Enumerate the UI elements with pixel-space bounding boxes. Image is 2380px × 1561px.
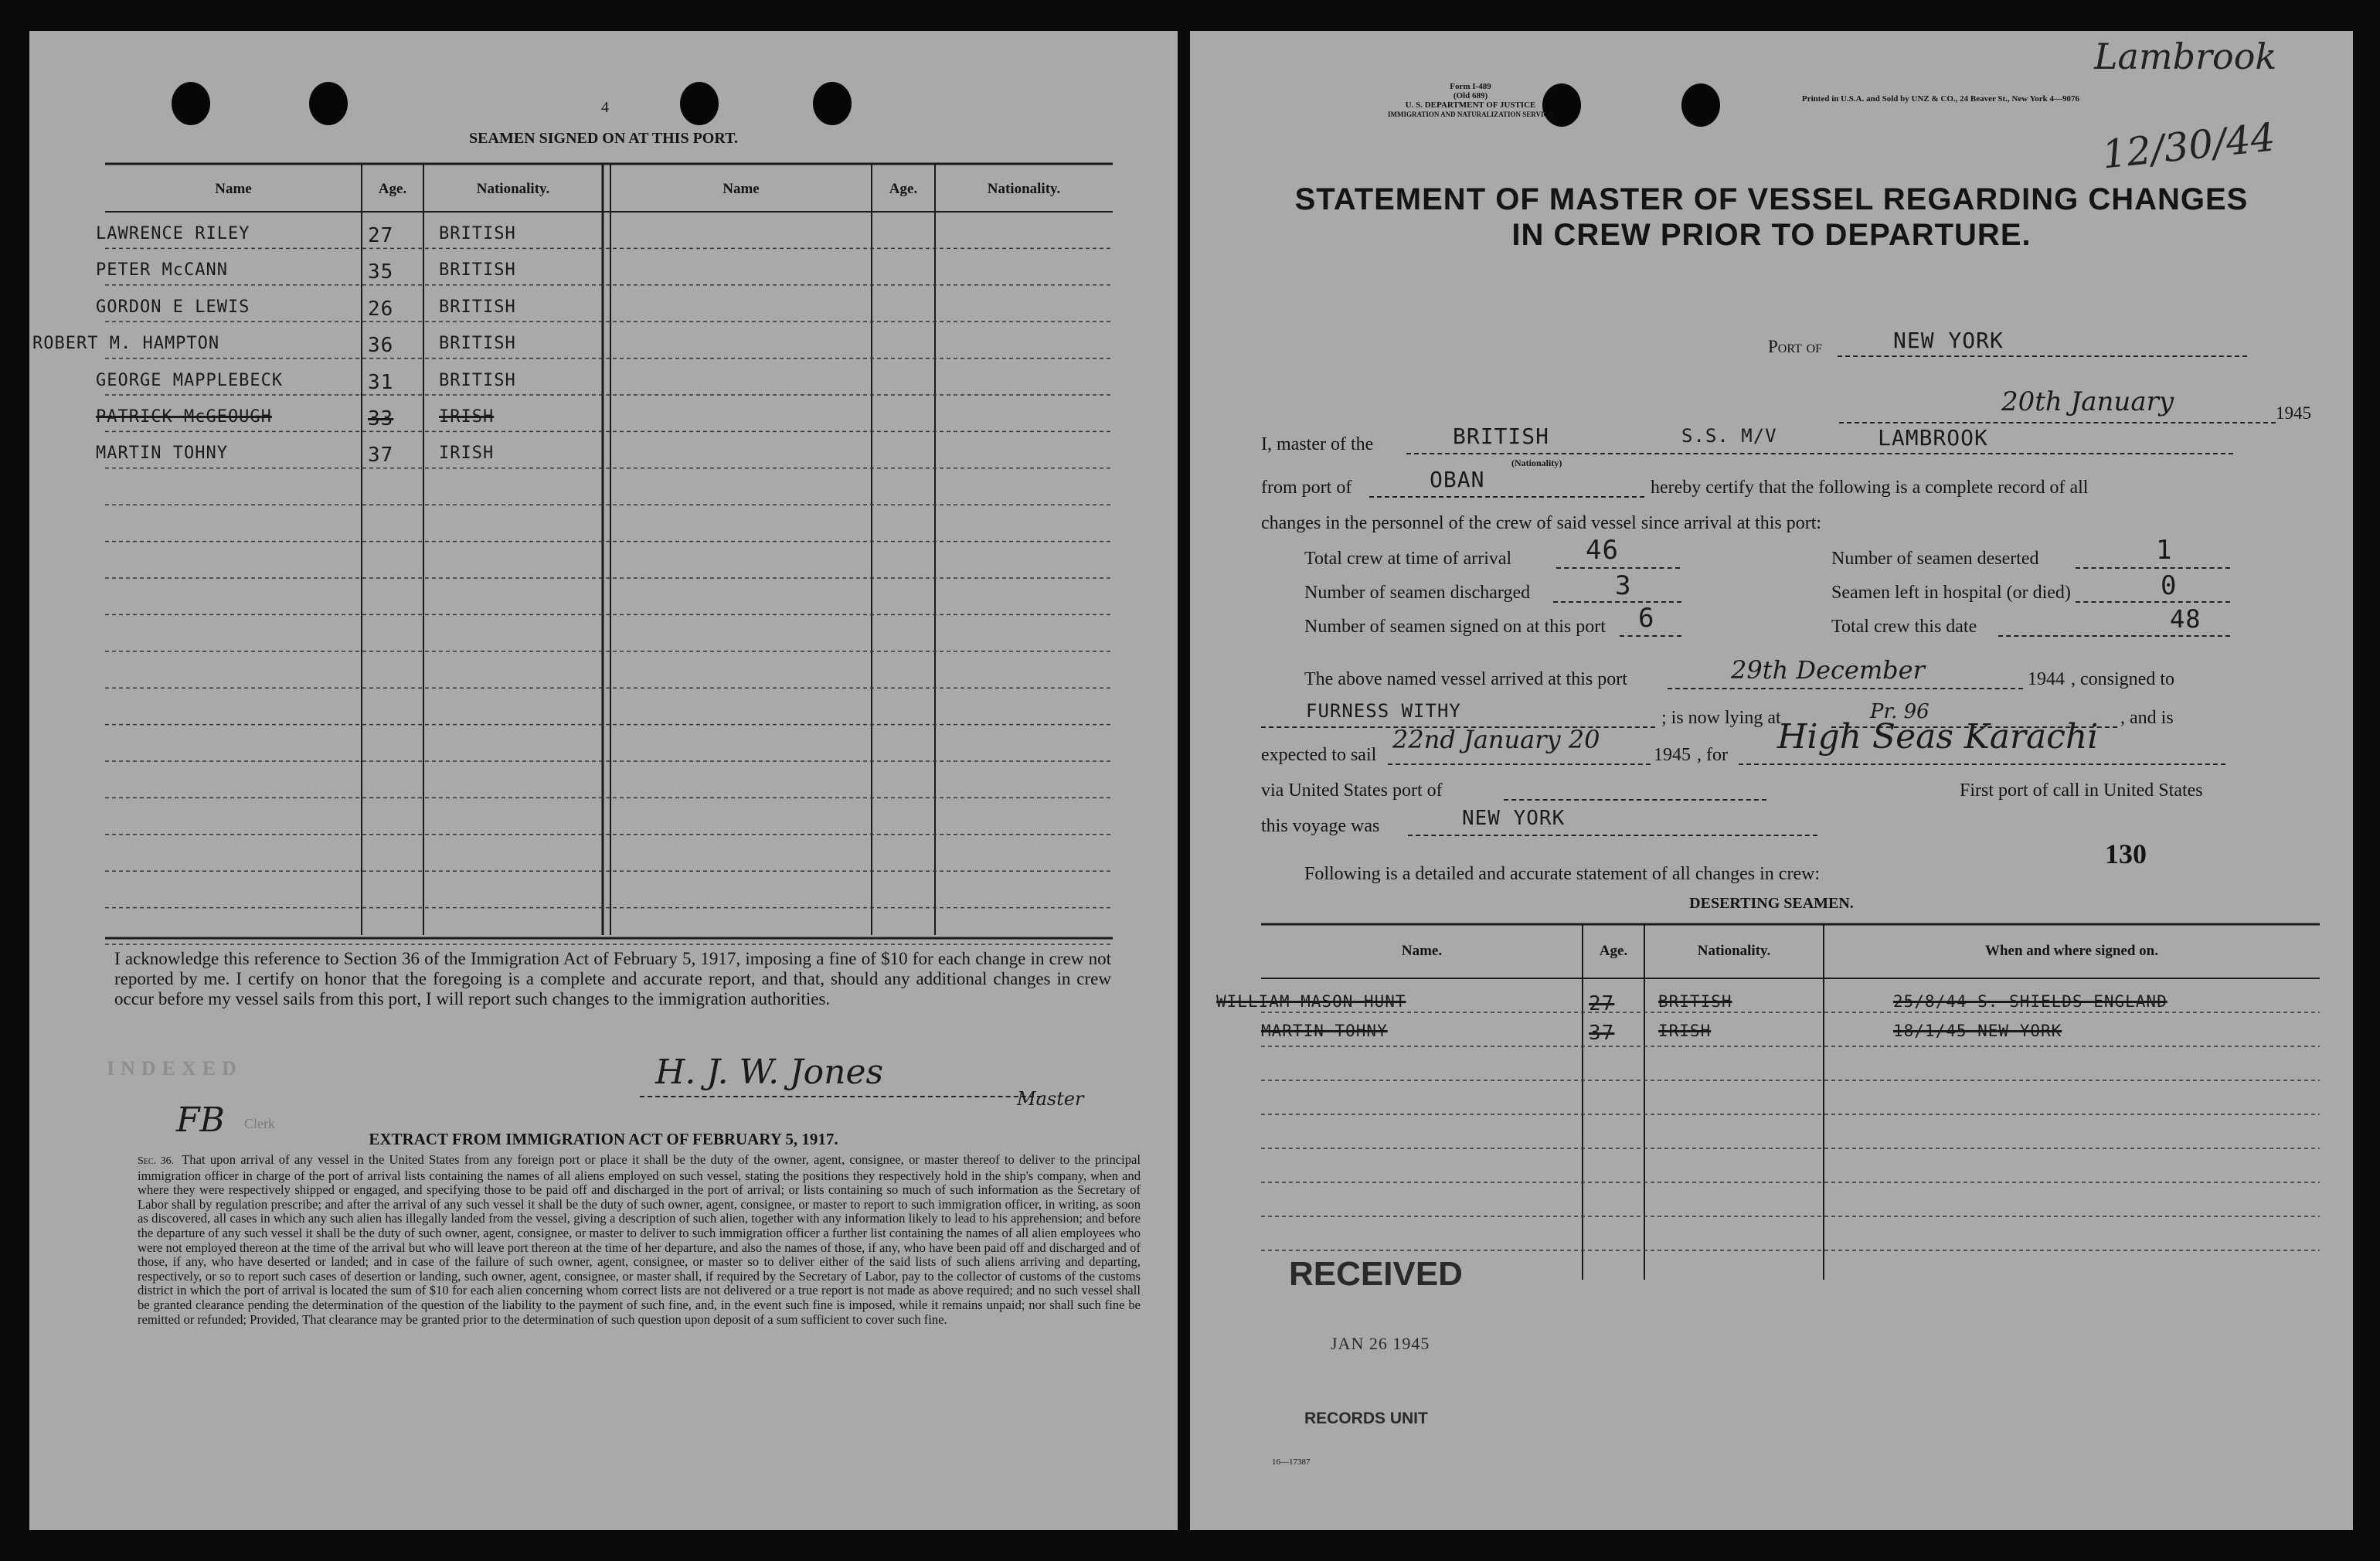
seaman-nationality: IRISH xyxy=(439,444,495,464)
seaman-name: ROBERT M. HAMPTON xyxy=(32,334,220,354)
received-stamp: RECEIVED xyxy=(1289,1255,1463,1293)
handwritten-ship-name: Lambrook xyxy=(2094,36,2277,77)
seaman-name: PATRICK McGEOUGH xyxy=(96,407,272,427)
deserter-name: MARTIN TOHNY xyxy=(1261,1022,1388,1040)
extract-body xyxy=(138,1153,1141,1327)
deserter-age: 27 xyxy=(1589,992,1615,1015)
signed-on-value: 6 xyxy=(1638,603,1655,634)
seaman-nationality: BRITISH xyxy=(439,370,516,390)
consignee: FURNESS WITHY xyxy=(1306,700,1461,722)
first-port-label: First port of call in United States xyxy=(1960,780,2203,801)
sail-year: 1945 xyxy=(1654,745,1691,765)
master-signature: H. J. W. Jones xyxy=(655,1053,884,1092)
col-header-age: Age. xyxy=(378,181,407,197)
discharged-label: Number of seamen discharged xyxy=(1304,583,1531,603)
seaman-nationality: IRISH xyxy=(439,407,495,427)
arrived-date: 29th December xyxy=(1731,655,1925,685)
form-old-number: (Old 689) xyxy=(1453,91,1488,100)
signature-line xyxy=(640,1096,1042,1097)
deserted-label: Number of seamen deserted xyxy=(1831,549,2039,569)
seaman-nationality: BRITISH xyxy=(439,224,516,243)
col-header-age-2: Age. xyxy=(889,181,918,197)
master-label: Master xyxy=(1017,1088,1084,1110)
deserter-signed-on: 18/1/45 NEW YORK xyxy=(1893,1022,2062,1040)
from-port-value: OBAN xyxy=(1430,467,1485,492)
seaman-age: 33 xyxy=(368,407,394,430)
deserter-nationality: IRISH xyxy=(1658,1022,1712,1040)
arrived-label: The above named vessel arrived at this port xyxy=(1304,669,1627,689)
discharged-value: 3 xyxy=(1615,570,1632,601)
records-unit: RECORDS UNIT xyxy=(1304,1410,1428,1427)
pier: Pr. 96 xyxy=(1870,700,1930,723)
deserted-value: 1 xyxy=(2156,535,2173,566)
page-number: 4 xyxy=(601,99,609,116)
master-of-label: I, master of the xyxy=(1261,434,1374,454)
desert-col-age: Age. xyxy=(1599,943,1628,959)
section-title: SEAMEN SIGNED ON AT THIS PORT. xyxy=(469,130,738,147)
port-label: Port of xyxy=(1768,337,1823,356)
form-code: 16—17387 xyxy=(1272,1457,1311,1467)
received-date: JAN 26 1945 xyxy=(1331,1334,1430,1353)
printer-note: Printed in U.S.A. and Sold by UNZ & CO., 24 Beaver St., New York 4—9076 xyxy=(1802,94,2080,104)
consigned-label: , consigned to xyxy=(2071,669,2174,689)
col-header-nationality: Nationality. xyxy=(476,181,550,197)
vessel-prefix: S.S. M/V xyxy=(1681,425,1777,447)
vessel-name: LAMBROOK xyxy=(1878,425,1988,451)
deserter-name: WILLIAM MASON-HUNT xyxy=(1216,992,1406,1011)
clerk-initials: FB xyxy=(176,1100,225,1140)
acknowledgement-text: I acknowledge this reference to Section 36 of the Immigration Act of February 5, 1917, imposing a fine of $10 for each change in crew not reported by me. I certify on honor that the foregoing is a complete and accurate report, and that, should any additional changes in crew occur before my vessel sails from this port, I will report such changes to the immigration authorities. xyxy=(114,949,1111,1008)
indexed-stamp: INDEXED xyxy=(107,1057,243,1080)
seaman-age: 26 xyxy=(368,297,394,321)
page-count: 130 xyxy=(2105,838,2147,869)
total-date-value: 48 xyxy=(2170,604,2202,634)
port-value: NEW YORK xyxy=(1893,328,2004,353)
for-label: , for xyxy=(1697,745,1728,765)
form-number: Form I-489 xyxy=(1450,82,1491,91)
total-date-label: Total crew this date xyxy=(1831,617,1977,637)
nationality-value: BRITISH xyxy=(1453,423,1550,449)
date-value: 20th January xyxy=(2001,386,2174,417)
total-arrival-value: 46 xyxy=(1586,535,1619,566)
nationality-caption: (Nationality) xyxy=(1511,457,1562,468)
seaman-age: 37 xyxy=(368,444,394,468)
from-port-label: from port of xyxy=(1261,478,1352,498)
desert-col-nationality: Nationality. xyxy=(1697,943,1771,959)
seaman-age: 27 xyxy=(368,224,394,247)
form-title-line1: STATEMENT OF MASTER OF VESSEL REGARDING CHANGES xyxy=(1294,182,2249,216)
sail-label: expected to sail xyxy=(1261,745,1377,765)
col-header-name-2: Name xyxy=(722,181,760,197)
deserter-signed-on: 25/8/44 S. SHIELDS ENGLAND xyxy=(1893,992,2168,1011)
year-value: 1945 xyxy=(2276,403,2311,423)
arrived-year: 1944 xyxy=(2028,669,2065,689)
changes-text: changes in the personnel of the crew of said vessel since arrival at this port: xyxy=(1261,513,1822,533)
right-page xyxy=(1190,31,2353,1530)
lying-label: ; is now lying at xyxy=(1661,708,1781,728)
voyage-label: this voyage was xyxy=(1261,816,1380,836)
clerk-label: Clerk xyxy=(244,1116,275,1131)
and-is-label: , and is xyxy=(2120,708,2174,728)
form-title-line2: IN CREW PRIOR TO DEPARTURE. xyxy=(1511,218,2032,252)
extract-title: EXTRACT FROM IMMIGRATION ACT OF FEBRUARY 5, 1917. xyxy=(369,1130,838,1148)
destination: High Seas Karachi xyxy=(1777,717,2099,757)
seaman-name: PETER McCANN xyxy=(96,260,228,281)
department: U. S. DEPARTMENT OF JUSTICE xyxy=(1405,100,1536,110)
seaman-age: 35 xyxy=(368,260,394,284)
certify-text: hereby certify that the following is a complete record of all xyxy=(1651,478,2089,498)
signed-on-label: Number of seamen signed on at this port xyxy=(1304,617,1606,637)
seamen-table-grid xyxy=(29,31,1178,981)
desert-col-signed-on: When and where signed on. xyxy=(1984,943,2158,959)
left-page xyxy=(29,31,1178,1530)
seaman-name: LAWRENCE RILEY xyxy=(96,224,250,243)
hospital-value: 0 xyxy=(2161,570,2178,601)
seaman-name: GORDON E LEWIS xyxy=(96,297,250,317)
deserting-title: DESERTING SEAMEN. xyxy=(1689,895,1854,912)
voyage-value: NEW YORK xyxy=(1462,807,1566,830)
total-arrival-label: Total crew at time of arrival xyxy=(1304,549,1512,569)
seaman-nationality: BRITISH xyxy=(439,260,516,281)
extract-section-label: Sec. 36. xyxy=(138,1155,175,1167)
service: IMMIGRATION AND NATURALIZATION SERVICE xyxy=(1388,111,1553,118)
following-text: Following is a detailed and accurate statement of all changes in crew: xyxy=(1304,864,1821,884)
sail-date: 22nd January 20 xyxy=(1392,725,1600,754)
col-header-name: Name xyxy=(215,181,252,197)
seaman-name: GEORGE MAPPLEBECK xyxy=(96,370,284,390)
via-label: via United States port of xyxy=(1261,780,1443,801)
handwritten-date-corner: 12/30/44 xyxy=(2100,114,2277,178)
desert-col-name: Name. xyxy=(1401,943,1443,959)
hospital-label: Seamen left in hospital (or died) xyxy=(1831,583,2071,603)
seaman-age: 36 xyxy=(368,334,394,358)
extract-text: That upon arrival of any vessel in the United States from any foreign port or place it shall be the duty of the owner, agent, consignee, or master thereof to deliver to the principal immigration officer in charge of the port of arrival lists containing the names of all aliens employed on such vessel, stating the positions they respectively hold in the ship's company, when and where they were respectively shipped or engaged, and specifying those to be paid off and discharged in the port of arrival; or lists containing so much of such information as the Secretary of Labor shall by regulation prescribe; and after the arrival of any such vessel it shall be the duty of such owner, agent, consignee, or master to report to such immigration officer, in writing, as soon as discovered, all cases in which any such alien has illegally landed from the vessel, giving a description of such alien, together with any information likely to lead to his apprehension; and before the departure of any such vessel it shall be the duty of such owner, agent, consignee, or master to deliver to such immigration officer a further list containing the names of all alien employees who were not employed thereon at the time of the arrival but who will leave port thereon at the time of her departure, and also the names of those, if any, who have been paid off and discharged and of those, if any, who have deserted or landed; and in case of the failure of such owner, agent, consignee, or master so to deliver either of the said lists of such aliens arriving and departing, respectively, or so to report such cases of desertion or landing, such owner, agent, consignee, or master shall, if required by the Secretary of Labor, pay to the collector of customs of the customs district in which the port of arrival is located the sum of $10 for each alien concerning whom correct lists are not delivered or a true report is not made as above required; and no such vessel shall be granted clearance pending the determination of the question of the liability to the payment of such fine, and, in the event such fine is imposed, while it remains unpaid; nor shall such fine be remitted or refunded; Provided, That clearance may be granted prior to the determination of such question upon deposit of a sum sufficient to cover such fine. xyxy=(138,1152,1141,1327)
deserter-nationality: BRITISH xyxy=(1658,992,1732,1011)
col-header-nationality-2: Nationality. xyxy=(987,181,1061,197)
deserter-age: 37 xyxy=(1589,1022,1615,1045)
seaman-age: 31 xyxy=(368,370,394,394)
seaman-nationality: BRITISH xyxy=(439,334,516,354)
seaman-nationality: BRITISH xyxy=(439,297,516,317)
seaman-name: MARTIN TOHNY xyxy=(96,444,228,464)
deserting-table-grid xyxy=(1190,31,2353,1283)
